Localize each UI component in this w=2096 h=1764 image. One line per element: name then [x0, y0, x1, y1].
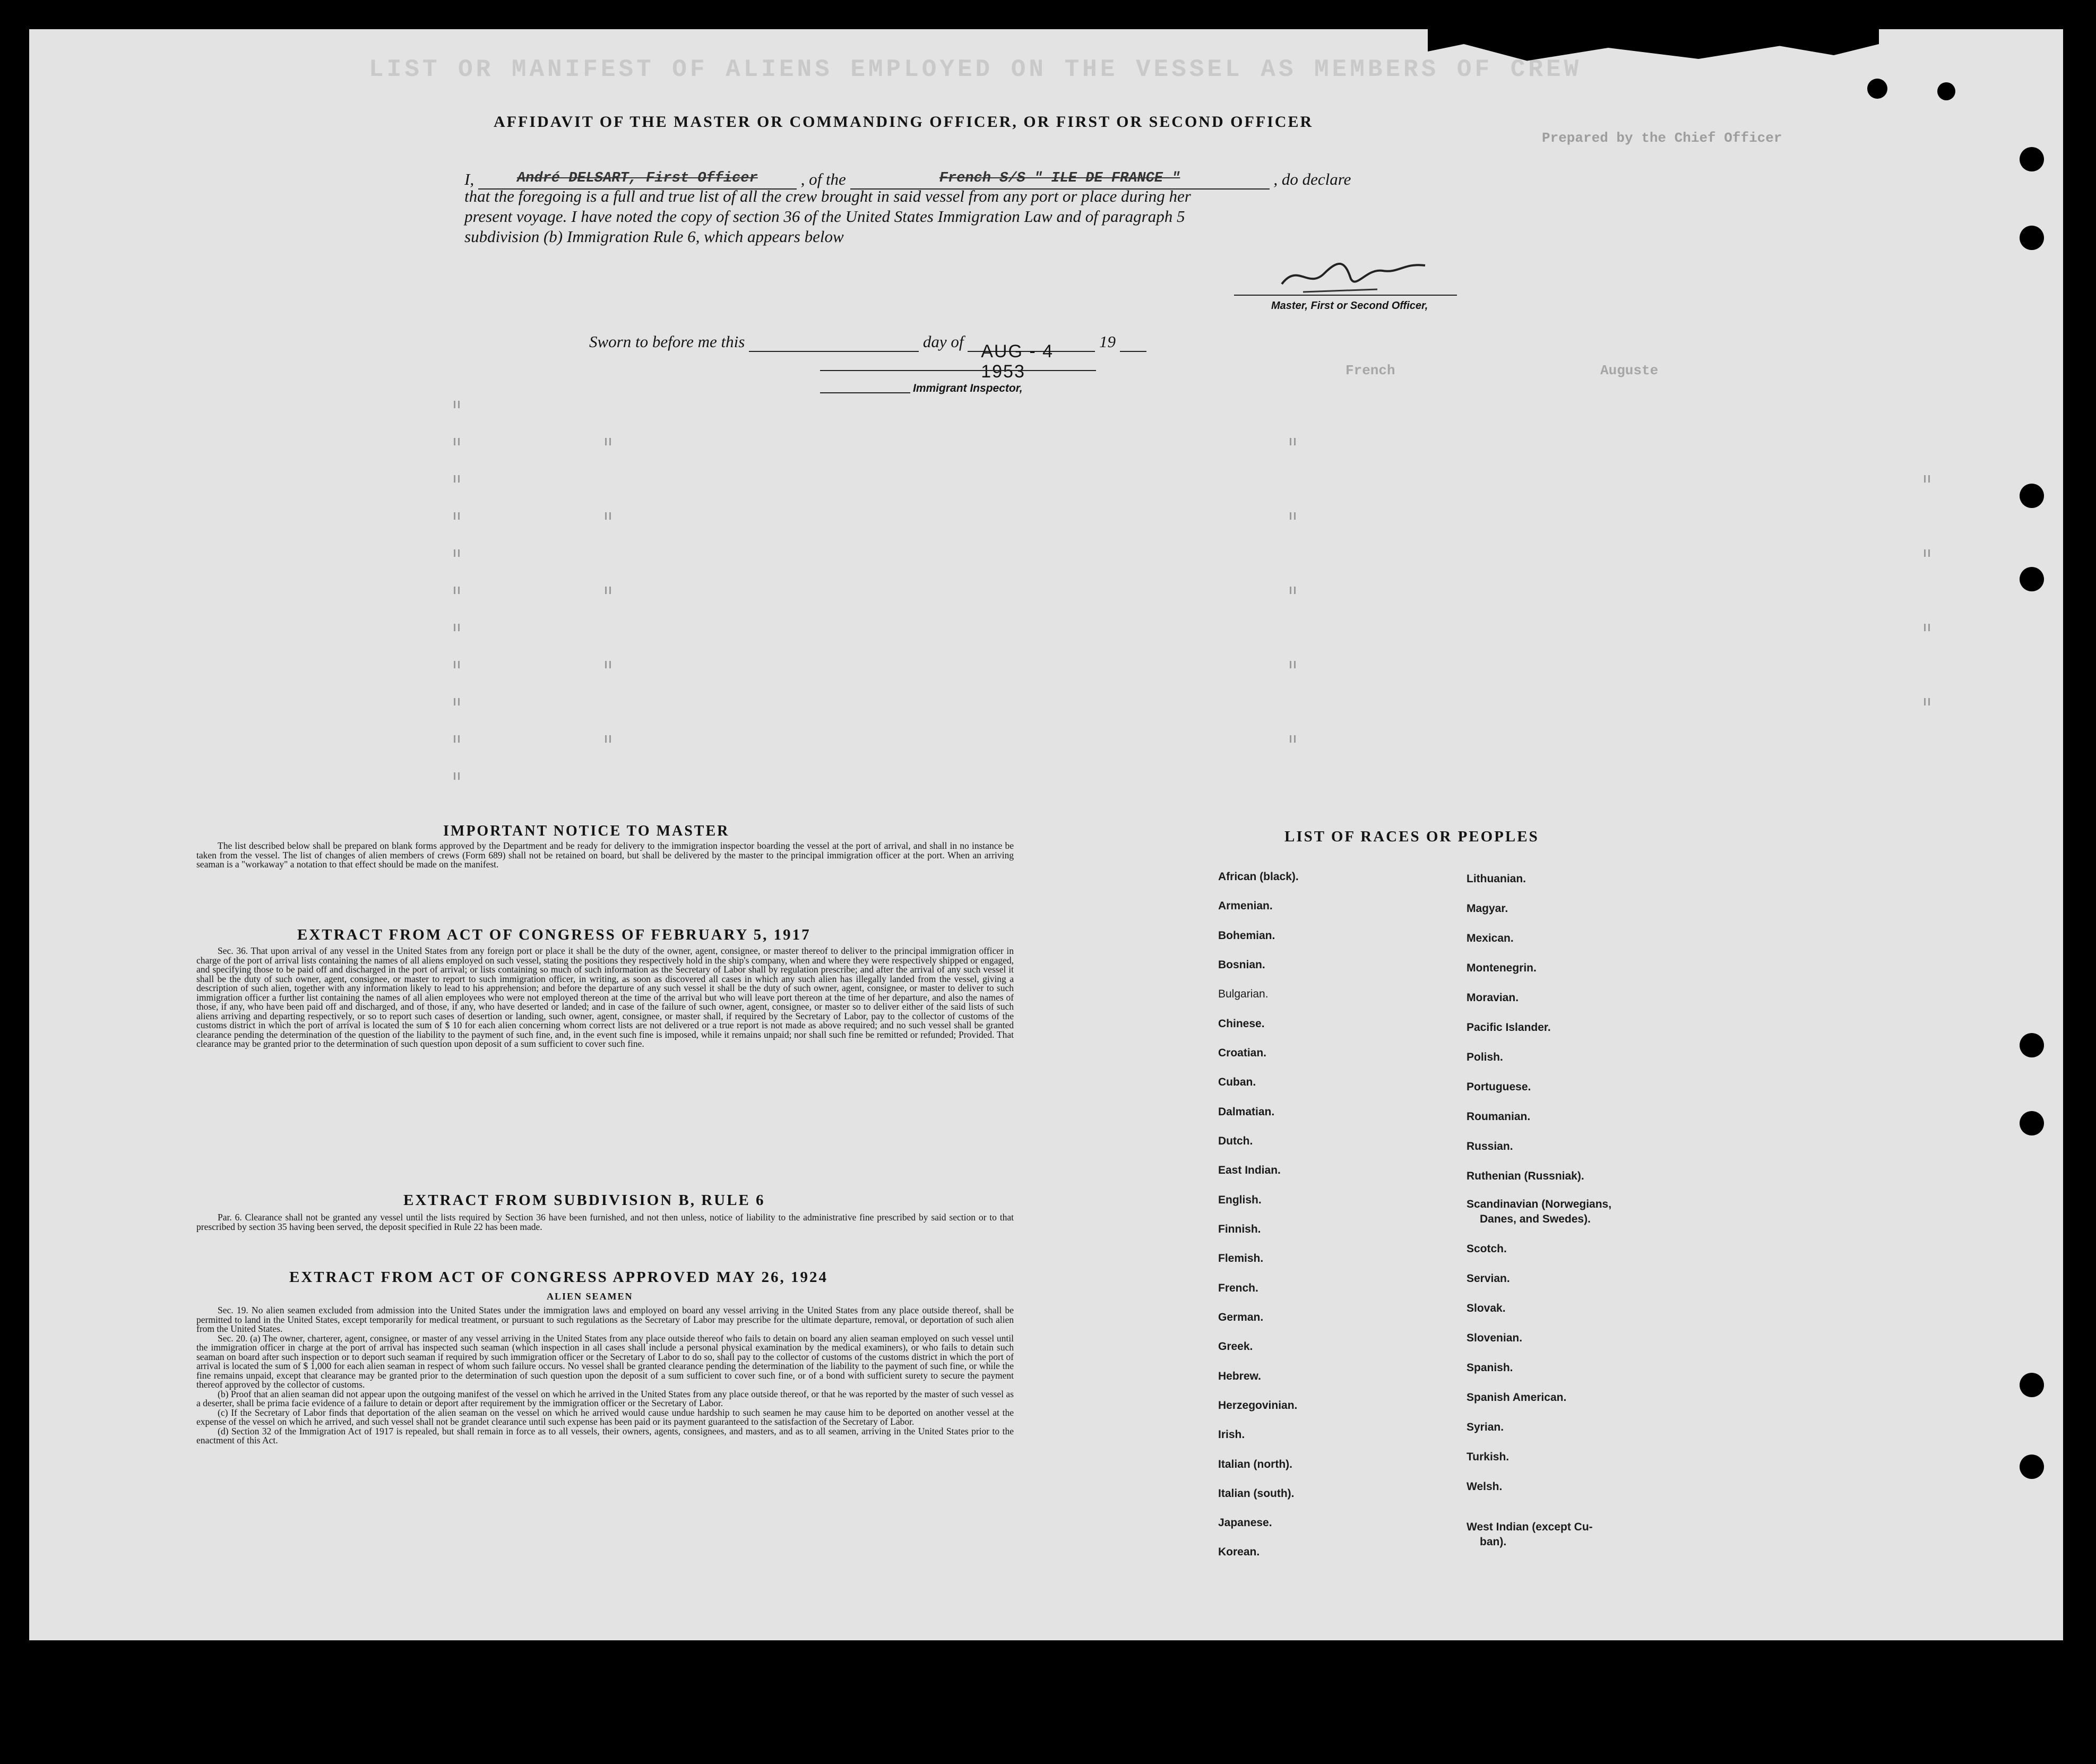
- inspector-label-line: [820, 392, 910, 393]
- race-item: Mexican.: [1467, 932, 1514, 944]
- ditto-mark: [454, 772, 460, 780]
- binder-hole: [2020, 1373, 2044, 1397]
- binder-hole: [1937, 82, 1955, 100]
- affidavit-line-3: present voyage. I have noted the copy of section 36 of the United States Immigration Law and of paragraph 5: [464, 207, 1185, 226]
- extract-rule6-body: Par. 6. Clearance shall not be granted any vessel until the lists required by Section 36 have been furnished, and not then unless, notice of liability to the administrative fine prescribed by said section or to that prescribed by section 35 having been served, the deposit specified in Rule 22 has been made.: [196, 1212, 1014, 1232]
- ditto-mark: [454, 624, 460, 631]
- affidavit-line-4: subdivision (b) Immigration Rule 6, which appears below: [464, 227, 844, 246]
- ditto-mark: [454, 401, 460, 408]
- race-item: Italian (north).: [1218, 1458, 1292, 1470]
- ditto-mark: [454, 438, 460, 445]
- race-item: Portuguese.: [1467, 1081, 1531, 1093]
- ditto-mark: [605, 587, 611, 594]
- ditto-mark: [1924, 624, 1930, 631]
- ditto-mark: [454, 549, 460, 557]
- bleed-through-row-2: Auguste: [1600, 363, 1659, 378]
- race-item: German.: [1218, 1311, 1264, 1323]
- race-item: West Indian (except Cu-: [1467, 1521, 1593, 1533]
- sworn-line: Sworn to before me this day of AUG - 4 1953 19: [589, 332, 1146, 352]
- extract-1917-title: EXTRACT FROM ACT OF CONGRESS OF FEBRUARY 5, 1917: [297, 926, 811, 943]
- binder-hole: [1867, 79, 1887, 99]
- race-item: Bosnian.: [1218, 959, 1265, 971]
- master-title-label: Master, First or Second Officer,: [1271, 300, 1428, 312]
- race-item: Ruthenian (Russniak).: [1467, 1170, 1584, 1182]
- officer-signature: [1271, 252, 1430, 300]
- binder-hole: [2020, 1111, 2044, 1135]
- manifest-page: [29, 29, 2063, 1640]
- race-item: Magyar.: [1467, 902, 1508, 915]
- notice-title: IMPORTANT NOTICE TO MASTER: [443, 823, 730, 839]
- officer-name: André DELSART, First Officer: [516, 170, 758, 186]
- extract-1924-subtitle: ALIEN SEAMEN: [547, 1291, 633, 1302]
- race-item: Chinese.: [1218, 1018, 1265, 1030]
- race-item: Korean.: [1218, 1546, 1260, 1558]
- race-item: Dutch.: [1218, 1135, 1253, 1147]
- race-item: Greek.: [1218, 1340, 1253, 1353]
- race-item: Servian.: [1467, 1272, 1510, 1285]
- race-item: Slovenian.: [1467, 1332, 1523, 1344]
- ditto-mark: [1290, 661, 1296, 668]
- vessel-name: French S/S " ILE DE FRANCE ": [939, 170, 1180, 186]
- affidavit-title: AFFIDAVIT OF THE MASTER OR COMMANDING OFFICER, OR FIRST OR SECOND OFFICER: [494, 113, 1314, 131]
- race-item: Roumanian.: [1467, 1111, 1531, 1123]
- race-item: Polish.: [1467, 1051, 1503, 1063]
- date-stamp: AUG - 4 1953: [981, 341, 1054, 382]
- race-item: Danes, and Swedes).: [1480, 1213, 1591, 1225]
- race-item: Welsh.: [1467, 1481, 1503, 1493]
- race-item: Bulgarian.: [1218, 988, 1269, 1000]
- extract-1924-title: EXTRACT FROM ACT OF CONGRESS APPROVED MAY 26, 1924: [289, 1269, 828, 1286]
- races-title: LIST OF RACES OR PEOPLES: [1284, 828, 1539, 845]
- ditto-mark: [454, 698, 460, 705]
- ditto-mark: [454, 735, 460, 743]
- bleed-through-row-1: French: [1345, 363, 1395, 378]
- race-item: Scotch.: [1467, 1243, 1507, 1255]
- race-item: African (black).: [1218, 871, 1299, 883]
- race-item: Italian (south).: [1218, 1487, 1295, 1500]
- race-item: Turkish.: [1467, 1451, 1510, 1463]
- extract-rule6-title: EXTRACT FROM SUBDIVISION B, RULE 6: [403, 1192, 765, 1209]
- ditto-mark: [605, 512, 611, 520]
- ditto-mark: [1924, 475, 1930, 483]
- ditto-mark: [1290, 512, 1296, 520]
- race-item: Slovak.: [1467, 1302, 1506, 1314]
- inspector-signature-line: [820, 370, 1096, 371]
- ditto-mark: [605, 438, 611, 445]
- ditto-mark: [454, 661, 460, 668]
- race-item: Bohemian.: [1218, 930, 1275, 942]
- race-item: Irish.: [1218, 1429, 1245, 1441]
- ditto-mark: [605, 661, 611, 668]
- binder-hole: [2020, 147, 2044, 171]
- race-item: English.: [1218, 1194, 1262, 1206]
- binder-hole: [2020, 567, 2044, 591]
- master-signature-line: [1234, 295, 1457, 296]
- race-item: ban).: [1480, 1536, 1507, 1548]
- binder-hole: [2020, 1455, 2044, 1479]
- race-item: Moravian.: [1467, 992, 1519, 1004]
- ditto-mark: [454, 475, 460, 483]
- race-item: Pacific Islander.: [1467, 1021, 1551, 1034]
- affidavit-line-2: that the foregoing is a full and true list of all the crew brought in said vessel from any port or place during her: [464, 187, 1191, 205]
- race-item: Dalmatian.: [1218, 1106, 1275, 1118]
- race-item: Armenian.: [1218, 900, 1273, 912]
- inspector-label: Immigrant Inspector,: [913, 382, 1023, 394]
- binder-hole: [2020, 1033, 2044, 1057]
- extract-1924-body: Sec. 19. No alien seamen excluded from admission into the United States under the immigration laws and employed on board any vessel arriving in the United States from any place outside thereof, shall be permitted to land in the United States, except temporarily for medical treatment, or pursuant to such regulations as the Secretary of Labor may prescribe for the ultimate departure, removal, or deportation of such alien from the United States. Sec. 20. (a) The owner, charterer, agent, consignee, or master of any vessel arriving in the United States from any place outside thereof who fails to detain on board any alien seaman employed on such vessel until the immigration officer in charge at the port of arrival has inspected such seaman (which inspection in all cases shall include a personal physical examination by the medical examiners), or who fails to detain such seaman on board after such inspection or to deport such seaman if required by such immigration officer or the Secretary of Labor to do so, shall pay to the collector of customs of the customs district in which the port of arrival is located the sum of $ 1,000 for each alien seaman in respect of whom such failure occurs. No vessel shall be granted clearance pending the determination of the liability to the payment of such fine, or while the fine remains unpaid, except that clearance may be granted prior to the determination of such question upon the deposit of a sum sufficient to cover such fine, or of a bond with sufficient surety to secure the payment thereof approved by the collector of customs. (b) Proof that an alien seaman did not appear upon the outgoing manifest of the vessel on which he arrived in the United States from any place outside thereof, or that he was reported by the master of such vessel as a deserter, shall be prima facie evidence of a failure to detain or deport after requirement by the immigration officer or the Secretary of Labor. (c) If the Secretary of Labor finds that deportation of the alien seaman on the vessel on which he arrived would cause undue hardship to such seamen he may cause him to be deported on another vessel at the expense of the vessel on which he arrived, and such vessel shall not be grandet clearance until such expense has been paid or its payment guaranteed to the satisfaction of the Secretary of Labor. (d) Section 32 of the Immigration Act of 1917 is repealed, but shall remain in force as to all vessels, their owners, agents, consignees, and masters, and as to all seamen, arriving in the United States prior to the enactment of this Act.: [196, 1305, 1014, 1445]
- notice-body: The list described below shall be prepared on blank forms approved by the Department and be ready for delivery to the immigration inspector boarding the vessel at the port of arrival, and shall in no instance be taken from the vessel. The list of changes of alien members of crews (Form 689) shall not be retained on board, but shall be delivered by the master to the principal immigration officer at the port. When an arriving seaman is a "workaway" a notation to that effect should be made on the manifest.: [196, 840, 1014, 870]
- extract-1917-body: Sec. 36. That upon arrival of any vessel in the United States from any foreign port or place it shall be the duty of the owner, agent, consignee, or master thereof to deliver to the principal immigration officer in charge of the port of arrival lists containing the names of all aliens employed on such vessel, stating the positions they respectively hold in the ship's company, when and where they were respectively shipped or engaged, and specifying those to be paid off and discharged in the port of arrival; or lists containing so much of such information as the Secretary of Labor shall by regulation prescribe; and after the arrival of any such vessel it shall be the duty of such owner, agent, consignee, or master to report to such immigration officer, in writing, as soon as discovered all cases in which any such alien has illegally landed from the vessel, giving a description of such alien, together with any information likely to lead to his apprehension; and before the departure of any such vessel it shall be the duty of such owner, agent, consignee, or master to deliver to such immigration officer a further list containing the names of all alien employees who were not employed thereon at the time of the arrival but who will leave port thereon at the time of her departure, and also the names of those, if any, who have been paid off and discharged, and of those, if any, who have deserted or landed; and in case of the failure of such owner, agent, consignee, or master so to deliver either of the said lists of such aliens arriving and departing respectively, or so to report such cases of desertion or landing, such owner, agent, consignee, or master shall, if required by the Secretary of Labor, pay to the collector of customs of the customs district in which the port of arrival is located the sum of $ 10 for each alien concerning whom correct lists are not delivered or a true report is not made as above required; and no such vessel shall be granted clearance pending the determination of the question of the liability to the payment of such fine, and, in the event such fine is imposed, while it remains unpaid; nor shall such fine be remitted or refunded; Provided. That clearance may be granted prior to the determination of such question upon deposit of a sum sufficient to cover such fine.: [196, 945, 1014, 1049]
- ditto-mark: [1924, 549, 1930, 557]
- ditto-mark: [454, 587, 460, 594]
- race-item: Finnish.: [1218, 1223, 1261, 1235]
- race-item: Russian.: [1467, 1140, 1513, 1152]
- race-item: Lithuanian.: [1467, 873, 1526, 885]
- race-item: Croatian.: [1218, 1047, 1267, 1059]
- ditto-mark: [1290, 735, 1296, 743]
- ditto-mark: [1924, 698, 1930, 705]
- race-item: Spanish.: [1467, 1362, 1513, 1374]
- race-item: Hebrew.: [1218, 1370, 1261, 1382]
- race-item: Spanish American.: [1467, 1391, 1567, 1404]
- bleed-through-required: Prepared by the Chief Officer: [1542, 130, 1782, 146]
- race-item: East Indian.: [1218, 1164, 1281, 1176]
- affidavit-line-1: I, André DELSART, First Officer , of the French S/S " ILE DE FRANCE " , do declare: [464, 166, 1351, 190]
- race-item: Scandinavian (Norwegians,: [1467, 1198, 1612, 1210]
- race-item: Japanese.: [1218, 1517, 1272, 1529]
- binder-hole: [2020, 226, 2044, 250]
- race-item: French.: [1218, 1282, 1258, 1294]
- race-item: Herzegovinian.: [1218, 1399, 1298, 1412]
- race-item: Cuban.: [1218, 1076, 1256, 1088]
- ditto-mark: [454, 512, 460, 520]
- ditto-mark: [1290, 587, 1296, 594]
- binder-hole: [2020, 484, 2044, 508]
- race-item: Flemish.: [1218, 1252, 1264, 1264]
- ditto-mark: [1290, 438, 1296, 445]
- bleed-through-header: LIST OR MANIFEST OF ALIENS EMPLOYED ON THE VESSEL AS MEMBERS OF CREW: [369, 56, 1582, 83]
- race-item: Montenegrin.: [1467, 962, 1537, 974]
- race-item: Syrian.: [1467, 1421, 1504, 1433]
- ditto-mark: [605, 735, 611, 743]
